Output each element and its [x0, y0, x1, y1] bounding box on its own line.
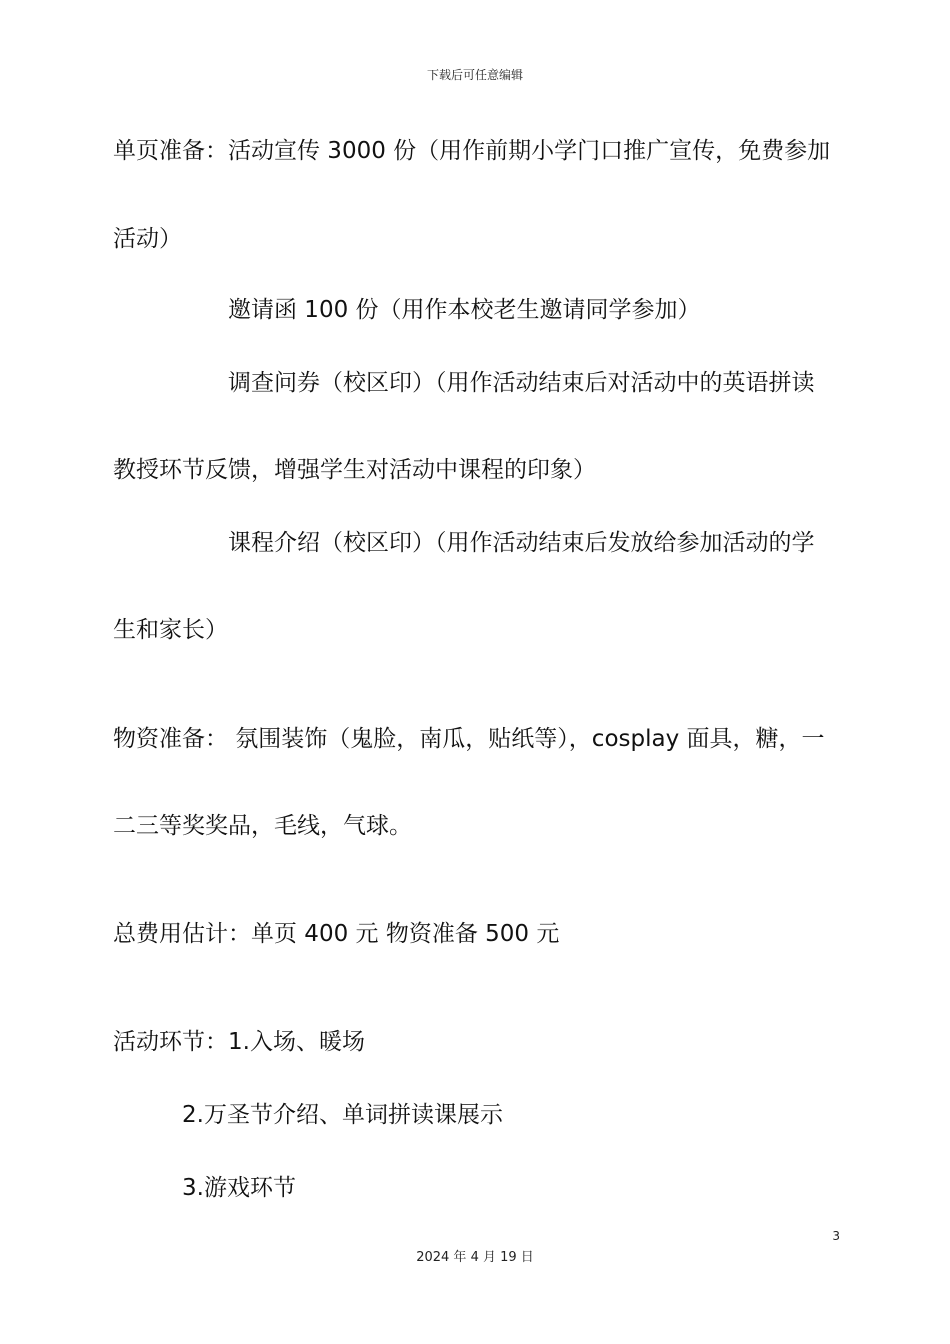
body-line-survey: 调查问券（校区印）（用作活动结束后对活动中的英语拼读 — [228, 370, 815, 396]
body-line-invitation: 邀请函 100 份（用作本校老生邀请同学参加） — [228, 297, 701, 323]
body-line-materials-cont: 二三等奖奖品，毛线，气球。 — [113, 813, 412, 839]
body-line-activity-cont: 活动） — [113, 226, 182, 252]
page-number: 3 — [832, 1229, 840, 1243]
body-line-activity-steps: 活动环节：1.入场、暖场 — [113, 1029, 365, 1055]
body-line-survey-cont: 教授环节反馈，增强学生对活动中课程的印象） — [113, 457, 596, 483]
body-line-course-intro: 课程介绍（校区印）（用作活动结束后发放给参加活动的学 — [228, 530, 815, 556]
page-footer-date: 2024 年 4 月 19 日 — [416, 1250, 534, 1265]
body-line-step-3: 3.游戏环节 — [182, 1175, 296, 1201]
body-line-course-intro-cont: 生和家长） — [113, 617, 228, 643]
body-line-total-cost: 总费用估计：单页 400 元 物资准备 500 元 — [113, 921, 560, 947]
body-line-materials: 物资准备： 氛围装饰（鬼脸，南瓜，贴纸等），cosplay 面具，糖，一 — [113, 726, 825, 752]
body-line-step-2: 2.万圣节介绍、单词拼读课展示 — [182, 1102, 503, 1128]
page-header: 下载后可任意编辑 — [426, 68, 523, 82]
body-line-single-page-prep: 单页准备：活动宣传 3000 份（用作前期小学门口推广宣传，免费参加 — [113, 138, 831, 164]
